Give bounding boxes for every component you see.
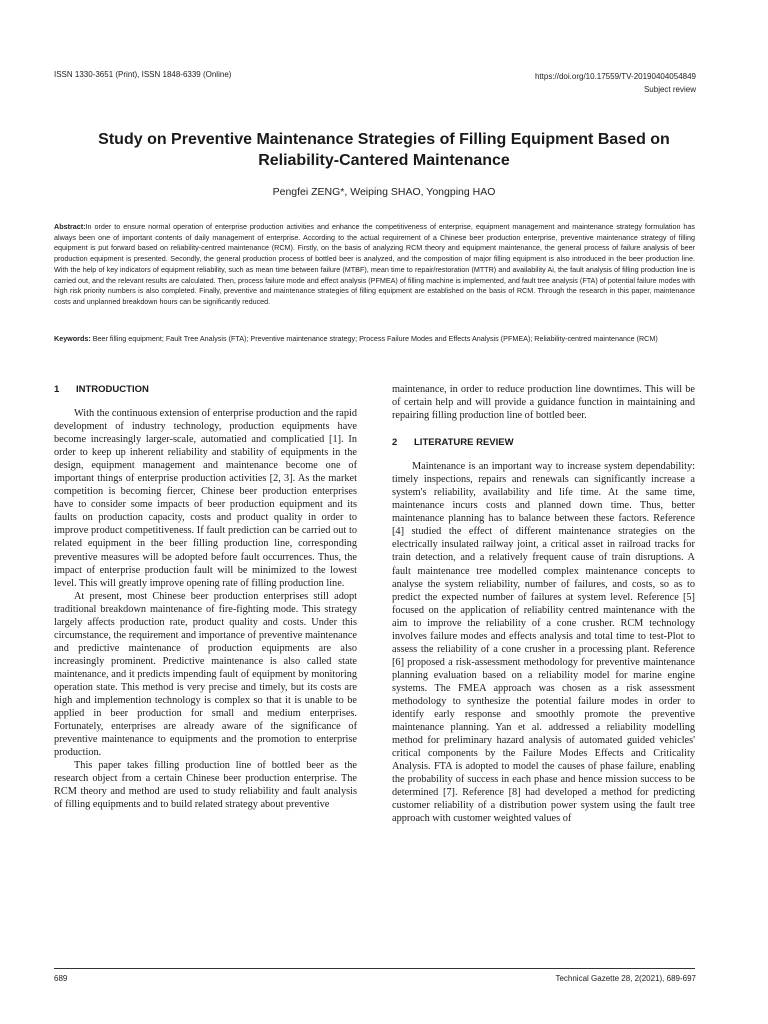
header-right xyxy=(535,70,696,96)
paper-title xyxy=(90,129,678,171)
title-line-2: Reliability-Cantered Maintenance xyxy=(258,152,510,169)
keywords-label: Keywords: xyxy=(54,334,91,343)
author-list: Pengfei ZENG*, Weiping SHAO, Yongping HAO xyxy=(272,186,496,198)
section-title: LITERATURE REVIEW xyxy=(414,437,514,449)
section-heading-introduction xyxy=(54,383,357,397)
title-line-1: Study on Preventive Maintenance Strategies of Filling Equipment Based on xyxy=(98,131,670,148)
article-type: Subject review xyxy=(643,85,696,94)
intro-paragraph-3-continued: maintenance, in order to reduce production line downtimes. This will be of certain help and will provide a guidance function in maintaining and repairing filling production line of bottled beer. xyxy=(392,384,695,422)
intro-paragraph-3: This paper takes filling production line of bottled beer as the research object from a certain Chinese beer production enterprise. The RCM theory and method are used to study reliability and fault analysis of filling equipments and to build related strategy about preventive xyxy=(54,760,357,811)
abstract xyxy=(54,222,695,308)
intro-paragraph-1: With the continuous extension of enterprise production and the rapid development of industry technology, production equipments have become increasingly larger-scale, automatied and complicatied [1]. In order to keep up inherent reliability and stability of equipments in the design, equipment management and maintenance become one of important things of enterprise production activities [2, 3]. As the market competition is becoming fiercer, Chinese beer production enterprises have to consider some impacts of beer production equipment and its faults on production capacity, costs and product quality in order to improve product competitiveness. If fault prediction can be carried out to related equipment in the beer filling production line, corresponding preventive measures will be adopted before fault occurrences. Thus, the impact of enterprise production fault will be minimized to the lowest level. This will greatly improve opening rate of filling production line. xyxy=(54,408,357,589)
journal-citation: Technical Gazette 28, 2(2021), 689-697 xyxy=(555,974,696,983)
right-column xyxy=(392,383,695,825)
section-heading-literature-review xyxy=(392,436,695,450)
section-number: 1 xyxy=(54,384,60,395)
keywords-text: Beer filling equipment; Fault Tree Analysis (FTA); Preventive maintenance strategy; Process Failure Modes and Effects Analysis (PFMEA); Reliability-centred maintenance (RCM) xyxy=(92,334,658,343)
doi-link[interactable]: https://doi.org/10.17559/TV-20190404054849 xyxy=(534,72,696,81)
footer-rule xyxy=(54,968,695,969)
section-title: INTRODUCTION xyxy=(76,384,149,395)
page-number: 689 xyxy=(54,974,68,983)
abstract-label: Abstract: xyxy=(54,222,86,231)
abstract-text: In order to ensure normal operation of enterprise production activities and enhance the competitiveness of enterprise, equipment management and maintenance strategy formulation has always been one of important contents of daily management of enterprise. According to the actual requirement of a Chinese beer production enterprise, preventive maintenance strategy of filling equipment is put forward based on reliability-centred maintenance (RCM). Firstly, on the basis of analyzing RCM theory and equipment maintenance, the general process of failure analysis of beer production equipment is presented. Secondly, the general production process of bottled beer is analyzed, and the composition of major filling equipment is also introduced in the beer production line. With the help of key indicators of equipment reliability, such as mean time between failure (MTBF), mean time to repair/restoration (MTTR) and availability Ai, the fault analysis of filling production line is carried out, and the relevant results are calculated. Then, process failure mode and effect analysis (PFMEA) of filling machine is implemented, and fault tree analysis (FTA) of potential failure modes with high risk priority numbers is also completed. Finally, preventive and maintenance strategies of filling equipment are established on the basis of RCM. Through the research in this paper, maintenance costs and unplanned breakdown hours can be significantly reduced. xyxy=(54,222,695,306)
section-number: 2 xyxy=(392,437,398,449)
intro-paragraph-2: At present, most Chinese beer production enterprises still adopt traditional breakdown maintenance of fire-fighting mode. This strategy largely affects production rate, product quality and costs. Under this circumstance, the requirement and importance of preventive maintenance and predictive maintenance of production equipments are also increasingly prominent. Predictive maintenance is also called state maintenance, and it predicts impending fault of equipment by monitoring operation state. This method is very precise and timely, but its costs are high and implemention technology is complex so that it is unable to be applied in beer production for small and medium enterprises. Fortunately, enterprises are already aware of the significance of preventive maintenance to equipments and the promotion to enterprise production. xyxy=(54,590,357,759)
left-column xyxy=(54,383,357,811)
keywords xyxy=(54,334,695,345)
issn-header: ISSN 1330-3651 (Print), ISSN 1848-6339 (Online) xyxy=(54,70,232,79)
literature-paragraph-1: Maintenance is an important way to increase system dependability: timely inspections, repairs and renewals can significantly increase a system's reliability, availability and life time. At the same time, maintenance incurs costs and planned down time. Thus, better maintenance planning has to balance between these factors. Reference [4] studied the effect of different maintenance strategies on the electrically insulated railway joint, a critical asset in railroad tracks for train detection, and a relatively frequent cause of train disruptions. A fault maintenance tree modelled complex maintenance concepts to analyse the system reliability, number of failures, and costs, so as to predict the expected number of failures at system level. Reference [5] focused on the application of reliability centred maintenance with the aim to improve the reliability of a cone crusher. RCM technology involves failure modes and effects analysis and total time to test-Plot to assess the reliability of a cone crusher in a processing plant. Reference [6] proposed a risk-assessment methodology for preventive maintenance planning evaluation based on a reliability model for marine engine systems. The FMEA approach was chosen as a risk assessment methodology to synthesize the potential failure modes in order to identify early response and smoothly promote the preventive maintenance planning. Yan et al. addressed a reliability modelling method for preliminary hazard analysis of automated guided vehicles' critical components by the Failure Modes Effects and Criticality Analysis. FTA is adopted to model the causes of phase failure, enabling the probability of success in each phase and hence mission success to be determined [7]. Reference [8] had developed a method for predicting customer reliability of a distribution power system using the fault tree approach with customer weighted values of xyxy=(392,461,695,825)
